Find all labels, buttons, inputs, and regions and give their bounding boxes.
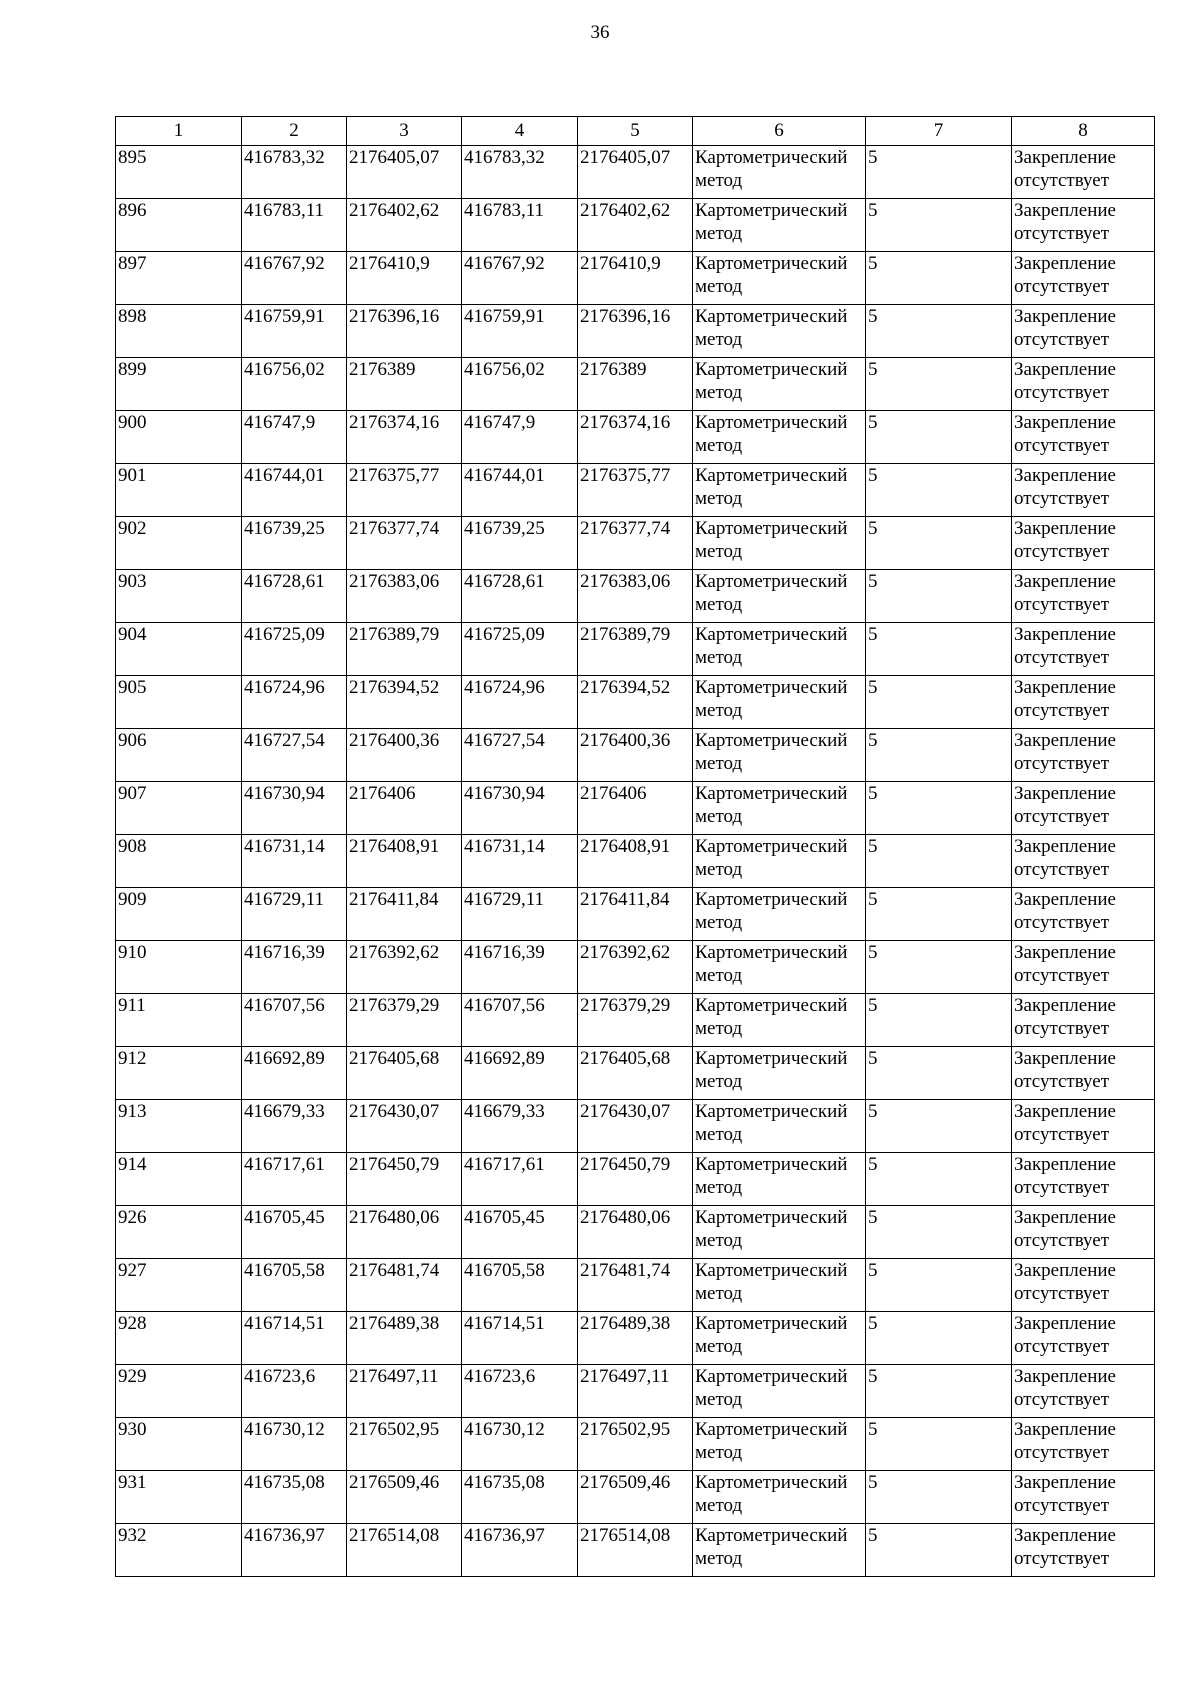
accuracy-cell: 5 [866, 1471, 1012, 1524]
y-coordinate-cell: 2176389,79 [347, 623, 462, 676]
fixation-description-cell: Закрепление отсутствует [1012, 1365, 1155, 1418]
y-coordinate-new-cell: 2176406 [578, 782, 693, 835]
x-coordinate-cell: 416725,09 [242, 623, 347, 676]
fixation-description-cell: Закрепление отсутствует [1012, 888, 1155, 941]
method-cell: Картометрический метод [693, 1259, 866, 1312]
y-coordinate-new-cell: 2176377,74 [578, 517, 693, 570]
y-coordinate-new-cell: 2176379,29 [578, 994, 693, 1047]
fixation-description-cell: Закрепление отсутствует [1012, 517, 1155, 570]
accuracy-cell: 5 [866, 1206, 1012, 1259]
x-coordinate-new-cell: 416679,33 [462, 1100, 578, 1153]
x-coordinate-new-cell: 416716,39 [462, 941, 578, 994]
point-number-cell: 908 [116, 835, 242, 888]
table-row [116, 623, 1155, 676]
x-coordinate-new-cell: 416723,6 [462, 1365, 578, 1418]
x-coordinate-cell: 416705,45 [242, 1206, 347, 1259]
table-row [116, 1047, 1155, 1100]
fixation-description-cell: Закрепление отсутствует [1012, 305, 1155, 358]
fixation-description-cell: Закрепление отсутствует [1012, 1471, 1155, 1524]
accuracy-cell: 5 [866, 1418, 1012, 1471]
accuracy-cell: 5 [866, 199, 1012, 252]
accuracy-cell: 5 [866, 1312, 1012, 1365]
fixation-description-cell: Закрепление отсутствует [1012, 1206, 1155, 1259]
y-coordinate-cell: 2176405,68 [347, 1047, 462, 1100]
point-number-cell: 912 [116, 1047, 242, 1100]
point-number-cell: 928 [116, 1312, 242, 1365]
x-coordinate-new-cell: 416759,91 [462, 305, 578, 358]
method-cell: Картометрический метод [693, 252, 866, 305]
method-cell: Картометрический метод [693, 1365, 866, 1418]
point-number-cell: 909 [116, 888, 242, 941]
y-coordinate-cell: 2176406 [347, 782, 462, 835]
point-number-cell: 930 [116, 1418, 242, 1471]
y-coordinate-new-cell: 2176405,07 [578, 146, 693, 199]
fixation-description-cell: Закрепление отсутствует [1012, 1312, 1155, 1365]
x-coordinate-new-cell: 416692,89 [462, 1047, 578, 1100]
table-row [116, 1418, 1155, 1471]
x-coordinate-cell: 416714,51 [242, 1312, 347, 1365]
column-header: 6 [693, 117, 866, 146]
x-coordinate-cell: 416783,32 [242, 146, 347, 199]
accuracy-cell: 5 [866, 729, 1012, 782]
x-coordinate-cell: 416730,94 [242, 782, 347, 835]
point-number-cell: 914 [116, 1153, 242, 1206]
x-coordinate-new-cell: 416747,9 [462, 411, 578, 464]
table-row [116, 782, 1155, 835]
method-cell: Картометрический метод [693, 623, 866, 676]
accuracy-cell: 5 [866, 464, 1012, 517]
y-coordinate-new-cell: 2176489,38 [578, 1312, 693, 1365]
table-row [116, 252, 1155, 305]
accuracy-cell: 5 [866, 305, 1012, 358]
y-coordinate-new-cell: 2176400,36 [578, 729, 693, 782]
method-cell: Картометрический метод [693, 199, 866, 252]
table-row [116, 729, 1155, 782]
method-cell: Картометрический метод [693, 888, 866, 941]
y-coordinate-cell: 2176514,08 [347, 1524, 462, 1577]
fixation-description-cell: Закрепление отсутствует [1012, 199, 1155, 252]
x-coordinate-new-cell: 416783,11 [462, 199, 578, 252]
method-cell: Картометрический метод [693, 835, 866, 888]
x-coordinate-cell: 416730,12 [242, 1418, 347, 1471]
fixation-description-cell: Закрепление отсутствует [1012, 941, 1155, 994]
point-number-cell: 899 [116, 358, 242, 411]
fixation-description-cell: Закрепление отсутствует [1012, 623, 1155, 676]
point-number-cell: 902 [116, 517, 242, 570]
y-coordinate-cell: 2176394,52 [347, 676, 462, 729]
accuracy-cell: 5 [866, 941, 1012, 994]
fixation-description-cell: Закрепление отсутствует [1012, 676, 1155, 729]
method-cell: Картометрический метод [693, 1206, 866, 1259]
point-number-cell: 903 [116, 570, 242, 623]
point-number-cell: 931 [116, 1471, 242, 1524]
y-coordinate-cell: 2176410,9 [347, 252, 462, 305]
method-cell: Картометрический метод [693, 994, 866, 1047]
table-body [116, 146, 1155, 1577]
x-coordinate-cell: 416692,89 [242, 1047, 347, 1100]
point-number-cell: 904 [116, 623, 242, 676]
method-cell: Картометрический метод [693, 570, 866, 623]
table-row [116, 1471, 1155, 1524]
method-cell: Картометрический метод [693, 1524, 866, 1577]
x-coordinate-cell: 416739,25 [242, 517, 347, 570]
accuracy-cell: 5 [866, 676, 1012, 729]
y-coordinate-cell: 2176383,06 [347, 570, 462, 623]
y-coordinate-new-cell: 2176405,68 [578, 1047, 693, 1100]
table-row [116, 411, 1155, 464]
y-coordinate-cell: 2176374,16 [347, 411, 462, 464]
y-coordinate-new-cell: 2176502,95 [578, 1418, 693, 1471]
method-cell: Картометрический метод [693, 1100, 866, 1153]
y-coordinate-new-cell: 2176374,16 [578, 411, 693, 464]
method-cell: Картометрический метод [693, 358, 866, 411]
page-number: 36 [590, 22, 610, 43]
y-coordinate-cell: 2176481,74 [347, 1259, 462, 1312]
x-coordinate-cell: 416727,54 [242, 729, 347, 782]
x-coordinate-new-cell: 416756,02 [462, 358, 578, 411]
table-row [116, 835, 1155, 888]
x-coordinate-cell: 416705,58 [242, 1259, 347, 1312]
x-coordinate-new-cell: 416783,32 [462, 146, 578, 199]
point-number-cell: 898 [116, 305, 242, 358]
table-row [116, 464, 1155, 517]
accuracy-cell: 5 [866, 358, 1012, 411]
accuracy-cell: 5 [866, 517, 1012, 570]
accuracy-cell: 5 [866, 146, 1012, 199]
point-number-cell: 907 [116, 782, 242, 835]
fixation-description-cell: Закрепление отсутствует [1012, 782, 1155, 835]
y-coordinate-cell: 2176396,16 [347, 305, 462, 358]
accuracy-cell: 5 [866, 1153, 1012, 1206]
point-number-cell: 895 [116, 146, 242, 199]
table-row [116, 941, 1155, 994]
table-header [116, 117, 1155, 146]
y-coordinate-new-cell: 2176375,77 [578, 464, 693, 517]
x-coordinate-new-cell: 416707,56 [462, 994, 578, 1047]
method-cell: Картометрический метод [693, 464, 866, 517]
y-coordinate-new-cell: 2176481,74 [578, 1259, 693, 1312]
fixation-description-cell: Закрепление отсутствует [1012, 1047, 1155, 1100]
table-row [116, 994, 1155, 1047]
y-coordinate-new-cell: 2176408,91 [578, 835, 693, 888]
x-coordinate-cell: 416717,61 [242, 1153, 347, 1206]
header-row [116, 117, 1155, 146]
column-header: 3 [347, 117, 462, 146]
point-number-cell: 906 [116, 729, 242, 782]
y-coordinate-new-cell: 2176411,84 [578, 888, 693, 941]
x-coordinate-new-cell: 416730,12 [462, 1418, 578, 1471]
table-row [116, 1206, 1155, 1259]
table-row [116, 1259, 1155, 1312]
table-row [116, 888, 1155, 941]
point-number-cell: 905 [116, 676, 242, 729]
y-coordinate-cell: 2176405,07 [347, 146, 462, 199]
y-coordinate-cell: 2176430,07 [347, 1100, 462, 1153]
x-coordinate-new-cell: 416727,54 [462, 729, 578, 782]
fixation-description-cell: Закрепление отсутствует [1012, 1153, 1155, 1206]
x-coordinate-new-cell: 416717,61 [462, 1153, 578, 1206]
table-row [116, 517, 1155, 570]
x-coordinate-new-cell: 416724,96 [462, 676, 578, 729]
method-cell: Картометрический метод [693, 676, 866, 729]
point-number-cell: 929 [116, 1365, 242, 1418]
column-header: 4 [462, 117, 578, 146]
x-coordinate-new-cell: 416728,61 [462, 570, 578, 623]
x-coordinate-new-cell: 416705,45 [462, 1206, 578, 1259]
point-number-cell: 911 [116, 994, 242, 1047]
table-row [116, 1524, 1155, 1577]
column-header: 8 [1012, 117, 1155, 146]
fixation-description-cell: Закрепление отсутствует [1012, 1418, 1155, 1471]
y-coordinate-cell: 2176402,62 [347, 199, 462, 252]
fixation-description-cell: Закрепление отсутствует [1012, 358, 1155, 411]
x-coordinate-cell: 416767,92 [242, 252, 347, 305]
y-coordinate-new-cell: 2176514,08 [578, 1524, 693, 1577]
accuracy-cell: 5 [866, 411, 1012, 464]
accuracy-cell: 5 [866, 623, 1012, 676]
x-coordinate-cell: 416729,11 [242, 888, 347, 941]
x-coordinate-new-cell: 416736,97 [462, 1524, 578, 1577]
fixation-description-cell: Закрепление отсутствует [1012, 835, 1155, 888]
y-coordinate-new-cell: 2176509,46 [578, 1471, 693, 1524]
x-coordinate-cell: 416723,6 [242, 1365, 347, 1418]
accuracy-cell: 5 [866, 888, 1012, 941]
y-coordinate-new-cell: 2176430,07 [578, 1100, 693, 1153]
y-coordinate-cell: 2176375,77 [347, 464, 462, 517]
coordinates-table [115, 116, 1155, 1577]
y-coordinate-cell: 2176497,11 [347, 1365, 462, 1418]
accuracy-cell: 5 [866, 252, 1012, 305]
y-coordinate-new-cell: 2176389,79 [578, 623, 693, 676]
x-coordinate-cell: 416756,02 [242, 358, 347, 411]
table-row [116, 1365, 1155, 1418]
y-coordinate-cell: 2176509,46 [347, 1471, 462, 1524]
x-coordinate-cell: 416747,9 [242, 411, 347, 464]
table-row [116, 1100, 1155, 1153]
y-coordinate-cell: 2176389 [347, 358, 462, 411]
method-cell: Картометрический метод [693, 941, 866, 994]
point-number-cell: 910 [116, 941, 242, 994]
point-number-cell: 913 [116, 1100, 242, 1153]
fixation-description-cell: Закрепление отсутствует [1012, 994, 1155, 1047]
y-coordinate-cell: 2176400,36 [347, 729, 462, 782]
fixation-description-cell: Закрепление отсутствует [1012, 146, 1155, 199]
point-number-cell: 932 [116, 1524, 242, 1577]
point-number-cell: 901 [116, 464, 242, 517]
accuracy-cell: 5 [866, 1047, 1012, 1100]
accuracy-cell: 5 [866, 1524, 1012, 1577]
table-row [116, 146, 1155, 199]
point-number-cell: 927 [116, 1259, 242, 1312]
y-coordinate-cell: 2176377,74 [347, 517, 462, 570]
fixation-description-cell: Закрепление отсутствует [1012, 252, 1155, 305]
x-coordinate-new-cell: 416714,51 [462, 1312, 578, 1365]
method-cell: Картометрический метод [693, 1047, 866, 1100]
point-number-cell: 900 [116, 411, 242, 464]
y-coordinate-new-cell: 2176396,16 [578, 305, 693, 358]
column-header: 1 [116, 117, 242, 146]
y-coordinate-new-cell: 2176480,06 [578, 1206, 693, 1259]
x-coordinate-cell: 416724,96 [242, 676, 347, 729]
fixation-description-cell: Закрепление отсутствует [1012, 570, 1155, 623]
x-coordinate-new-cell: 416729,11 [462, 888, 578, 941]
table-row [116, 199, 1155, 252]
y-coordinate-cell: 2176480,06 [347, 1206, 462, 1259]
method-cell: Картометрический метод [693, 146, 866, 199]
method-cell: Картометрический метод [693, 411, 866, 464]
y-coordinate-cell: 2176450,79 [347, 1153, 462, 1206]
fixation-description-cell: Закрепление отсутствует [1012, 1524, 1155, 1577]
x-coordinate-cell: 416735,08 [242, 1471, 347, 1524]
x-coordinate-cell: 416759,91 [242, 305, 347, 358]
column-header: 5 [578, 117, 693, 146]
y-coordinate-new-cell: 2176392,62 [578, 941, 693, 994]
y-coordinate-cell: 2176408,91 [347, 835, 462, 888]
y-coordinate-new-cell: 2176394,52 [578, 676, 693, 729]
method-cell: Картометрический метод [693, 305, 866, 358]
x-coordinate-cell: 416728,61 [242, 570, 347, 623]
point-number-cell: 896 [116, 199, 242, 252]
accuracy-cell: 5 [866, 1100, 1012, 1153]
y-coordinate-cell: 2176411,84 [347, 888, 462, 941]
x-coordinate-cell: 416744,01 [242, 464, 347, 517]
x-coordinate-new-cell: 416705,58 [462, 1259, 578, 1312]
accuracy-cell: 5 [866, 1259, 1012, 1312]
x-coordinate-new-cell: 416730,94 [462, 782, 578, 835]
column-header: 7 [866, 117, 1012, 146]
accuracy-cell: 5 [866, 1365, 1012, 1418]
x-coordinate-cell: 416783,11 [242, 199, 347, 252]
x-coordinate-new-cell: 416725,09 [462, 623, 578, 676]
y-coordinate-new-cell: 2176497,11 [578, 1365, 693, 1418]
table-row [116, 1153, 1155, 1206]
y-coordinate-cell: 2176489,38 [347, 1312, 462, 1365]
fixation-description-cell: Закрепление отсутствует [1012, 729, 1155, 782]
point-number-cell: 897 [116, 252, 242, 305]
x-coordinate-cell: 416679,33 [242, 1100, 347, 1153]
x-coordinate-new-cell: 416739,25 [462, 517, 578, 570]
accuracy-cell: 5 [866, 782, 1012, 835]
fixation-description-cell: Закрепление отсутствует [1012, 411, 1155, 464]
x-coordinate-new-cell: 416767,92 [462, 252, 578, 305]
table-row [116, 676, 1155, 729]
y-coordinate-cell: 2176379,29 [347, 994, 462, 1047]
method-cell: Картометрический метод [693, 1153, 866, 1206]
method-cell: Картометрический метод [693, 782, 866, 835]
fixation-description-cell: Закрепление отсутствует [1012, 464, 1155, 517]
table-row [116, 305, 1155, 358]
accuracy-cell: 5 [866, 835, 1012, 888]
y-coordinate-new-cell: 2176402,62 [578, 199, 693, 252]
x-coordinate-cell: 416736,97 [242, 1524, 347, 1577]
method-cell: Картометрический метод [693, 1471, 866, 1524]
y-coordinate-new-cell: 2176450,79 [578, 1153, 693, 1206]
method-cell: Картометрический метод [693, 729, 866, 782]
y-coordinate-cell: 2176392,62 [347, 941, 462, 994]
method-cell: Картометрический метод [693, 1312, 866, 1365]
y-coordinate-cell: 2176502,95 [347, 1418, 462, 1471]
x-coordinate-new-cell: 416731,14 [462, 835, 578, 888]
column-header: 2 [242, 117, 347, 146]
table-row [116, 1312, 1155, 1365]
table-row [116, 358, 1155, 411]
x-coordinate-cell: 416707,56 [242, 994, 347, 1047]
x-coordinate-new-cell: 416735,08 [462, 1471, 578, 1524]
fixation-description-cell: Закрепление отсутствует [1012, 1100, 1155, 1153]
x-coordinate-cell: 416716,39 [242, 941, 347, 994]
y-coordinate-new-cell: 2176383,06 [578, 570, 693, 623]
method-cell: Картометрический метод [693, 517, 866, 570]
y-coordinate-new-cell: 2176410,9 [578, 252, 693, 305]
point-number-cell: 926 [116, 1206, 242, 1259]
accuracy-cell: 5 [866, 570, 1012, 623]
table-row [116, 570, 1155, 623]
fixation-description-cell: Закрепление отсутствует [1012, 1259, 1155, 1312]
x-coordinate-cell: 416731,14 [242, 835, 347, 888]
y-coordinate-new-cell: 2176389 [578, 358, 693, 411]
accuracy-cell: 5 [866, 994, 1012, 1047]
x-coordinate-new-cell: 416744,01 [462, 464, 578, 517]
method-cell: Картометрический метод [693, 1418, 866, 1471]
